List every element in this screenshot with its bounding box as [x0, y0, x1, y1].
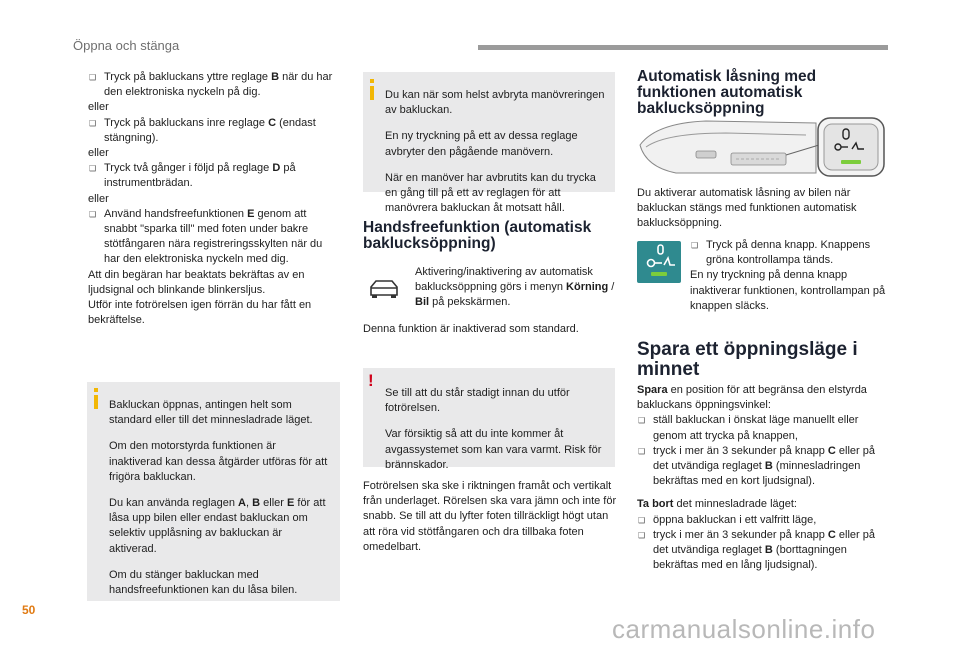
auto-lock-instructions	[690, 238, 892, 314]
heading-auto-lock: Automatisk låsning med funktionen automatisk baklucksöppning	[637, 68, 817, 117]
note-line: En ny tryckning på ett av dessa reglage avbryter den pågående manövern.	[385, 130, 578, 158]
warning-line: Se till att du står stadigt innan du utför fotrörelsen.	[385, 387, 570, 415]
column-1	[88, 70, 340, 328]
paragraph-confirmation: Att din begäran har beaktats bekräftas av en ljudsignal och blinkande blinkersljus.	[88, 268, 305, 296]
heading-save-position: Spara ett öppningsläge i minnet	[637, 339, 858, 380]
handsfree-menu-text: Aktivering/inaktivering av automatisk baklucksöppning görs i menyn Körning / Bil på pekskärmen.	[415, 266, 615, 309]
or-text: eller	[88, 101, 109, 114]
save-intro: Spara en position för att begränsa den elstyrda bakluckans öppningsvinkel:	[637, 384, 867, 412]
heading-handsfree: Handsfreefunktion (automatisk baklucksöppning)	[363, 219, 592, 252]
bullet-outer-control: ❑ Tryck på bakluckans yttre reglage B när du har den elektroniska nyckeln på dig.	[88, 70, 340, 100]
info-icon-bar	[370, 86, 374, 100]
info-note-tailgate	[87, 382, 340, 601]
bullet-handsfree: ❑ Använd handsfreefunktionen E genom att snabbt "sparka till" med foten under bakre stötfångaren nära registreringsskylten när du har den elektroniska nyckeln med dig.	[88, 207, 340, 268]
bullet-save-press: ❑ tryck i mer än 3 sekunder på knapp C eller på det utvändiga reglaget B (minnesladringen bekräftas med en kort ljudsignal).	[637, 444, 891, 490]
save-position-section	[637, 383, 891, 573]
warning-line: Var försiktig så att du inte kommer åt avgassystemet som kan vara varmt. Risk för brännskador.	[385, 428, 602, 471]
bullet-delete-open: ❑ öppna bakluckan i ett valfritt läge,	[637, 513, 891, 528]
tailgate-illustration	[636, 115, 890, 179]
auto-lock-paragraph: Du aktiverar automatisk låsning av bilen när bakluckan stängs med funktionen automatisk baklucksöppning.	[637, 187, 857, 230]
header-rule	[478, 45, 888, 50]
car-menu-icon	[367, 278, 401, 300]
info-note-interrupt	[363, 72, 615, 215]
bullet-delete-press: ❑ tryck i mer än 3 sekunder på knapp C eller på det utvändiga reglaget B (borttagningen bekräftas med en lång ljudsignal).	[637, 528, 891, 574]
note-line: Om den motorstyrda funktionen är inaktiverad kan dessa åtgärder utföras för att frigöra bakluckan.	[109, 440, 328, 483]
info-icon-dot	[370, 79, 374, 83]
paragraph-repeat: Utför inte fotrörelsen igen förrän du har fått en bekräftelse.	[88, 299, 312, 327]
delete-intro: Ta bort det minnesladrade läget:	[637, 498, 797, 511]
warning-note	[363, 368, 615, 471]
page-number: 50	[22, 603, 36, 617]
bullet-press-button: ❑ Tryck på denna knapp. Knappens gröna kontrollampa tänds.	[690, 238, 892, 268]
info-icon-dot	[94, 388, 98, 392]
note-line: Om du stänger bakluckan med handsfreefunktionen kan du låsa bilen.	[109, 568, 298, 597]
auto-lock-button-icon	[637, 241, 681, 283]
note-line: Du kan när som helst avbryta manövreringen av bakluckan.	[385, 89, 605, 117]
section-title: Öppna och stänga	[73, 38, 180, 53]
watermark: carmanualsonline.info	[612, 614, 876, 644]
bullet-inner-control: ❑ Tryck på bakluckans inre reglage C (endast stängning).	[88, 116, 340, 146]
bullet-save-manual: ❑ ställ bakluckan i önskat läge manuellt eller genom att trycka på knappen,	[637, 413, 891, 443]
info-icon-bar	[94, 395, 98, 409]
note-line: Bakluckan öppnas, antingen helt som standard eller till det minnesladrade läget.	[109, 399, 313, 427]
or-text: eller	[88, 192, 109, 205]
warning-icon: !	[368, 371, 374, 390]
note-line: När en manöver har avbrutits kan du trycka en gång till på ett av reglagen för att manövrera bakluckan åt motsatt håll.	[385, 171, 596, 215]
foot-motion-paragraph: Fotrörelsen ska ske i riktningen framåt och vertikalt från underlaget. Rörelsen ska vara jämn och inte för snabb. Se till att du lyfter foten tillräckligt högt utan att röra vid stötfångaren och dra tillbaka foten omedelbart.	[363, 480, 617, 553]
note-line: Du kan använda reglagen A, B eller E för att låsa upp bilen eller endast bakluckan om selektiv upplåsning av bakluckan är aktiverad.	[109, 497, 326, 555]
bullet-dashboard-control: ❑ Tryck två gånger i följd på reglage D på instrumentbrädan.	[88, 161, 340, 191]
handsfree-default: Denna funktion är inaktiverad som standard.	[363, 323, 579, 335]
paragraph-deactivate: En ny tryckning på denna knapp inaktiverar funktionen, kontrollampan på knappen släcks.	[690, 269, 886, 312]
or-text: eller	[88, 147, 109, 160]
